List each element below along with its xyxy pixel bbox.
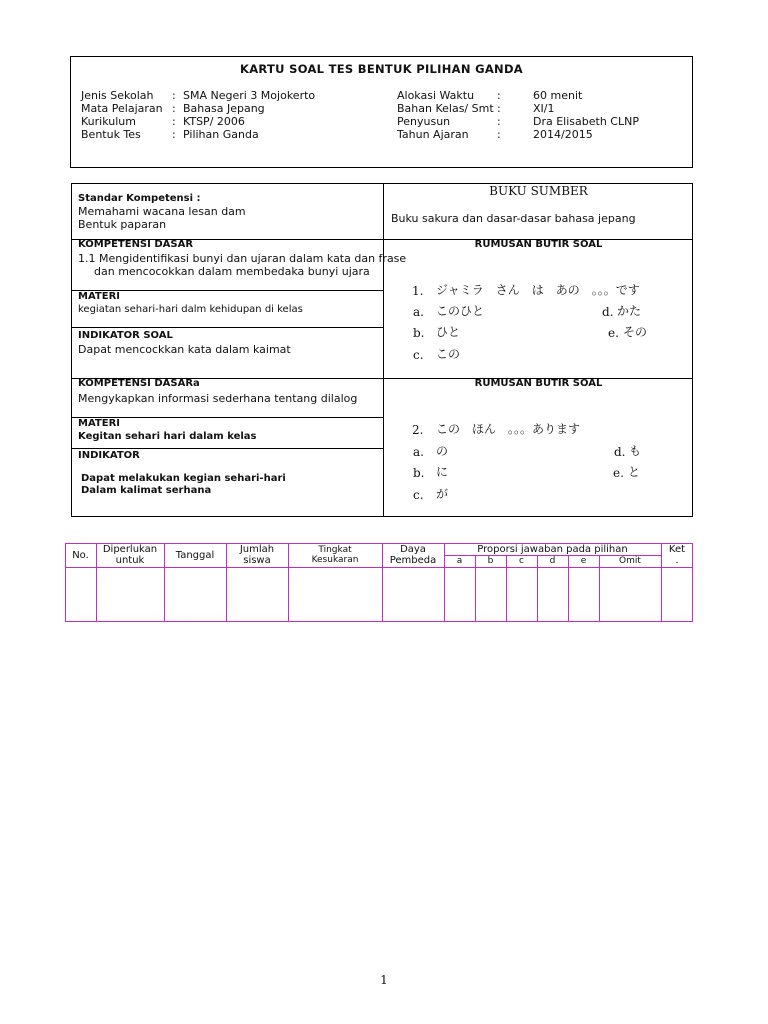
kompetensi-dasar-1-line2: dan mencocokkan dalam membedaka bunyi ujara <box>94 265 370 278</box>
col-daya-line1: Daya <box>400 544 426 555</box>
col-tingkat-line2: Kesukaran <box>311 555 359 565</box>
card-center-divider <box>383 183 384 517</box>
q1-number: 1. <box>412 284 424 298</box>
materi-2-title: MATERI <box>78 418 120 429</box>
q1-stem: ジャミラ さん は あの 。。。です <box>436 283 640 297</box>
col-jumlah-line2: siswa <box>243 555 271 566</box>
col-option-b: b <box>487 556 494 566</box>
standar-kompetensi-title: Standar Kompetensi : <box>78 193 201 204</box>
q2-number: 2. <box>412 423 424 437</box>
col-option-c: c <box>519 556 524 566</box>
alokasi-waktu-sep: : <box>497 89 501 102</box>
row-divider <box>65 567 693 568</box>
kompetensi-dasar-2-title: KOMPETENSI DASARa <box>78 378 200 389</box>
col-omit: Omit <box>619 556 641 566</box>
materi-1-title: MATERI <box>78 291 120 302</box>
page-number: 1 <box>380 973 388 987</box>
card-left-divider-indikator1 <box>71 327 383 328</box>
q1-option-c: この <box>436 347 461 361</box>
rumusan-butir-soal-2: RUMUSAN BUTIR SOAL <box>474 378 603 389</box>
kurikulum-sep: : <box>172 115 176 128</box>
penyusun-sep: : <box>497 115 501 128</box>
tahun-ajaran-value: 2014/2015 <box>533 128 593 141</box>
col-tanggal: Tanggal <box>175 550 215 561</box>
mata-pelajaran-label: Mata Pelajaran <box>81 102 163 115</box>
standar-kompetensi-line2: Bentuk paparan <box>78 218 167 231</box>
indikator-2-line2: Dalam kalimat serhana <box>81 485 212 496</box>
q2-option-c-letter: c. <box>413 488 424 502</box>
alokasi-waktu-value: 60 menit <box>533 89 583 102</box>
col-daya-line2: Pembeda <box>389 555 437 566</box>
col-ket-line2: . <box>675 555 679 566</box>
bentuk-tes-label: Bentuk Tes <box>81 128 141 141</box>
alokasi-waktu-label: Alokasi Waktu <box>397 89 475 102</box>
buku-sumber-text: Buku sakura dan dasar-dasar bahasa jepang <box>391 212 636 225</box>
bahan-kelas-sep: : <box>497 102 501 115</box>
col-jumlah-line1: Jumlah <box>239 544 275 555</box>
mata-pelajaran-sep: : <box>172 102 176 115</box>
jenis-sekolah-label: Jenis Sekolah <box>81 89 154 102</box>
col-tingkat-line1: Tingkat <box>318 545 352 555</box>
tahun-ajaran-label: Tahun Ajaran <box>397 128 469 141</box>
q1-option-e: その <box>623 325 648 339</box>
bahan-kelas-label: Bahan Kelas/ Smt <box>397 102 494 115</box>
q2-stem: この ほん 。。。あります <box>436 422 581 436</box>
standar-kompetensi-line1: Memahami wacana lesan dam <box>78 205 246 218</box>
indikator-soal-1-title: INDIKATOR SOAL <box>78 330 173 341</box>
rumusan-butir-soal-1: RUMUSAN BUTIR SOAL <box>474 239 603 250</box>
q1-option-a-letter: a. <box>413 305 424 319</box>
page-title: KARTU SOAL TES BENTUK PILIHAN GANDA <box>239 62 524 76</box>
materi-2-text: Kegitan sehari hari dalam kelas <box>78 431 257 442</box>
col-ket-line1: Ket <box>668 544 686 555</box>
kompetensi-dasar-2-text: Mengykapkan informasi sederhana tentang dilalog <box>78 392 358 405</box>
col-proporsi: Proporsi jawaban pada pilihan <box>477 544 628 555</box>
q2-option-b-letter: b. <box>413 466 425 480</box>
tahun-ajaran-sep: : <box>497 128 501 141</box>
bahan-kelas-value: XI/1 <box>533 102 555 115</box>
q1-option-b: ひと <box>436 325 461 339</box>
penyusun-value: Dra Elisabeth CLNP <box>533 115 639 128</box>
indikator-2-title: INDIKATOR <box>78 450 140 461</box>
bentuk-tes-value: Pilihan Ganda <box>183 128 259 141</box>
q1-option-d-letter: d. <box>602 305 614 319</box>
q2-option-b: に <box>436 465 449 479</box>
kompetensi-dasar-1-line1: 1.1 Mengidentifikasi bunyi dan ujaran dalam kata dan frase <box>78 252 407 265</box>
q1-option-d: かた <box>617 304 642 318</box>
kompetensi-dasar-1-title: KOMPETENSI DASAR <box>78 239 194 250</box>
col-no: No. <box>72 550 89 561</box>
col-diperlukan-line2: untuk <box>115 555 145 566</box>
q2-option-d: も <box>629 444 642 458</box>
card-left-divider-indikator2 <box>71 448 383 449</box>
q2-option-a: の <box>436 444 449 458</box>
kurikulum-label: Kurikulum <box>81 115 136 128</box>
col-option-e: e <box>580 556 587 566</box>
buku-sumber-title: BUKU SUMBER <box>489 184 588 198</box>
kurikulum-value: KTSP/ 2006 <box>183 115 245 128</box>
jenis-sekolah-value: SMA Negeri 3 Mojokerto <box>183 89 316 102</box>
q2-option-d-letter: d. <box>614 445 626 459</box>
q1-option-c-letter: c. <box>413 348 424 362</box>
jenis-sekolah-sep: : <box>172 89 176 102</box>
q2-option-e: と <box>628 465 641 479</box>
indikator-2-line1: Dapat melakukan kegian sehari-hari <box>81 473 286 484</box>
col-option-a: a <box>456 556 463 566</box>
q1-option-b-letter: b. <box>413 326 425 340</box>
materi-1-text: kegiatan sehari-hari dalm kehidupan di kelas <box>78 304 303 315</box>
q1-option-a: このひと <box>436 304 485 318</box>
q2-option-e-letter: e. <box>613 466 624 480</box>
q2-option-a-letter: a. <box>413 445 424 459</box>
q1-option-e-letter: e. <box>608 326 619 340</box>
penyusun-label: Penyusun <box>397 115 451 128</box>
indikator-soal-1-text: Dapat mencockkan kata dalam kaimat <box>78 343 291 356</box>
col-diperlukan-line1: Diperlukan <box>102 544 158 555</box>
bentuk-tes-sep: : <box>172 128 176 141</box>
col-option-d: d <box>549 556 556 566</box>
mata-pelajaran-value: Bahasa Jepang <box>183 102 265 115</box>
q2-option-c: が <box>436 487 449 501</box>
